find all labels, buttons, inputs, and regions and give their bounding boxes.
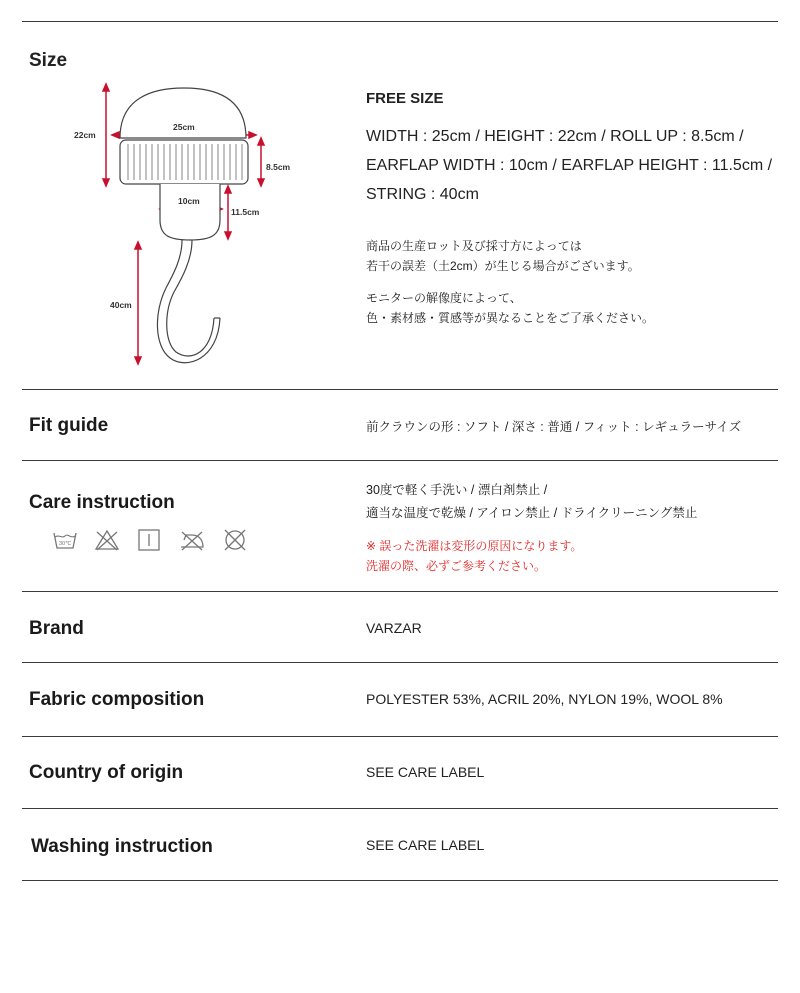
divider (22, 591, 778, 592)
care-icons (52, 528, 248, 552)
size-note-1 (366, 236, 640, 276)
hat-diagram (70, 78, 300, 378)
note-line: 色・素材感・質感等が異なることをご了承ください。 (366, 311, 655, 325)
care-instruction-text (366, 479, 697, 525)
note-line: 商品の生産ロット及び採寸方によっては (366, 239, 582, 253)
dim-earflap-width-label: 10cm (178, 196, 200, 206)
brand-label: Brand (29, 618, 84, 639)
no-dry-clean-icon (222, 528, 248, 552)
divider (22, 389, 778, 390)
no-iron-icon (178, 528, 206, 552)
free-size-heading: FREE SIZE (366, 90, 444, 107)
size-dimensions (366, 122, 786, 209)
brand-value: VARZAR (366, 620, 422, 636)
dim-string-label: 40cm (110, 300, 132, 310)
note-line: モニターの解像度によって、 (366, 291, 522, 305)
dims-line: EARFLAP WIDTH : 10cm / EARFLAP HEIGHT : 11.5cm / (366, 157, 773, 174)
fit-guide-value: 前クラウンの形 : ソフト / 深さ : 普通 / フィット : レギュラーサイズ (366, 420, 742, 434)
hand-wash-30-icon (52, 528, 78, 552)
dim-height-label: 22cm (74, 130, 96, 140)
dim-earflap-height-label: 11.5cm (231, 207, 260, 217)
care-line: 適当な温度で乾燥 / アイロン禁止 / ドライクリーニング禁止 (366, 506, 698, 520)
tumble-dry-icon (136, 528, 162, 552)
divider (22, 460, 778, 461)
divider (22, 662, 778, 663)
care-instruction-label: Care instruction (29, 492, 175, 513)
no-bleach-icon (94, 528, 120, 552)
washing-instruction-label: Washing instruction (31, 836, 213, 857)
note-line: 若干の誤差（土2cm）が生じる場合がございます。 (366, 259, 640, 273)
fabric-composition-label: Fabric composition (29, 689, 205, 710)
country-of-origin-label: Country of origin (29, 762, 184, 783)
wash-temp-text: 30℃ (59, 541, 72, 547)
care-line: 30度で軽く手洗い / 漂白剤禁止 / (366, 483, 548, 497)
dims-line: WIDTH : 25cm / HEIGHT : 22cm / ROLL UP : 8.5cm / (366, 128, 744, 145)
warning-line: 洗濯の際、必ずご参考ください。 (366, 559, 547, 573)
dims-line: STRING : 40cm (366, 186, 479, 203)
bottom-divider (22, 880, 778, 881)
fabric-composition-value: POLYESTER 53%, ACRIL 20%, NYLON 19%, WOOL 8% (366, 691, 723, 707)
top-divider (22, 21, 778, 22)
size-note-2 (366, 288, 654, 328)
washing-instruction-value: SEE CARE LABEL (366, 837, 485, 853)
warning-line: ※ 誤った洗濯は変形の原因になります。 (366, 539, 583, 553)
dim-rollup-label: 8.5cm (266, 162, 291, 172)
divider (22, 808, 778, 809)
care-warning (366, 536, 582, 576)
fit-guide-label: Fit guide (29, 415, 109, 436)
size-heading: Size (29, 50, 68, 71)
dim-width-label: 25cm (173, 122, 195, 132)
divider (22, 736, 778, 737)
country-of-origin-value: SEE CARE LABEL (366, 764, 485, 780)
